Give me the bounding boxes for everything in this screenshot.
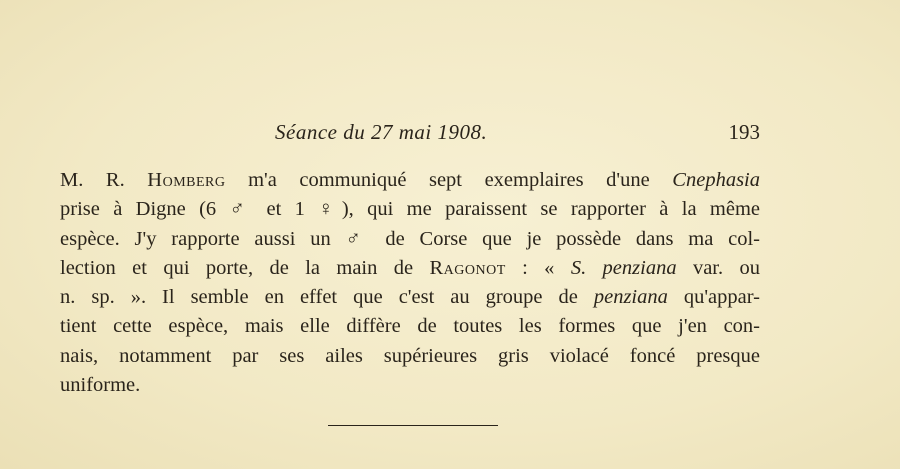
text-span: m'a communiqué sept exemplaires d'une (225, 169, 673, 191)
text-line-6: tient cette espèce, mais elle diffère de toutes les formes que j'en con- (60, 315, 760, 338)
text-line-3: espèce. J'y rapporte aussi un ♂ de Corse que je possède dans ma col- (60, 227, 760, 250)
text-span: : « (505, 256, 571, 279)
section-divider (328, 425, 498, 426)
running-head (60, 120, 760, 146)
text-line-7: nais, notamment par ses ailes supérieures gris violacé foncé presque (60, 344, 760, 367)
genus-name: Cnephasia (672, 169, 760, 191)
text-span: M. R. (60, 169, 148, 191)
author-name: Homberg (147, 169, 226, 191)
text-line-5 (60, 283, 760, 312)
text-span: var. ou (676, 256, 761, 279)
text-line-1 (60, 166, 760, 195)
paragraph (60, 166, 760, 400)
running-title: Séance du 27 mai 1908. (275, 120, 488, 144)
text-line-4 (60, 254, 760, 283)
text-span: qu'appar- (667, 286, 760, 309)
author-name: Ragonot (429, 256, 506, 279)
text-span: lection et qui porte, de la main de (60, 256, 430, 279)
text-line-2: prise à Digne (6 ♂ et 1 ♀), qui me paraissent se rapporter à la même (60, 198, 760, 221)
page-number: 193 (728, 120, 760, 144)
species-name: S. penziana (570, 256, 677, 279)
species-name: penziana (593, 286, 668, 309)
text-line-8: uniforme. (60, 374, 141, 397)
text-span: n. sp. ». Il semble en effet que c'est au groupe de (60, 286, 594, 309)
